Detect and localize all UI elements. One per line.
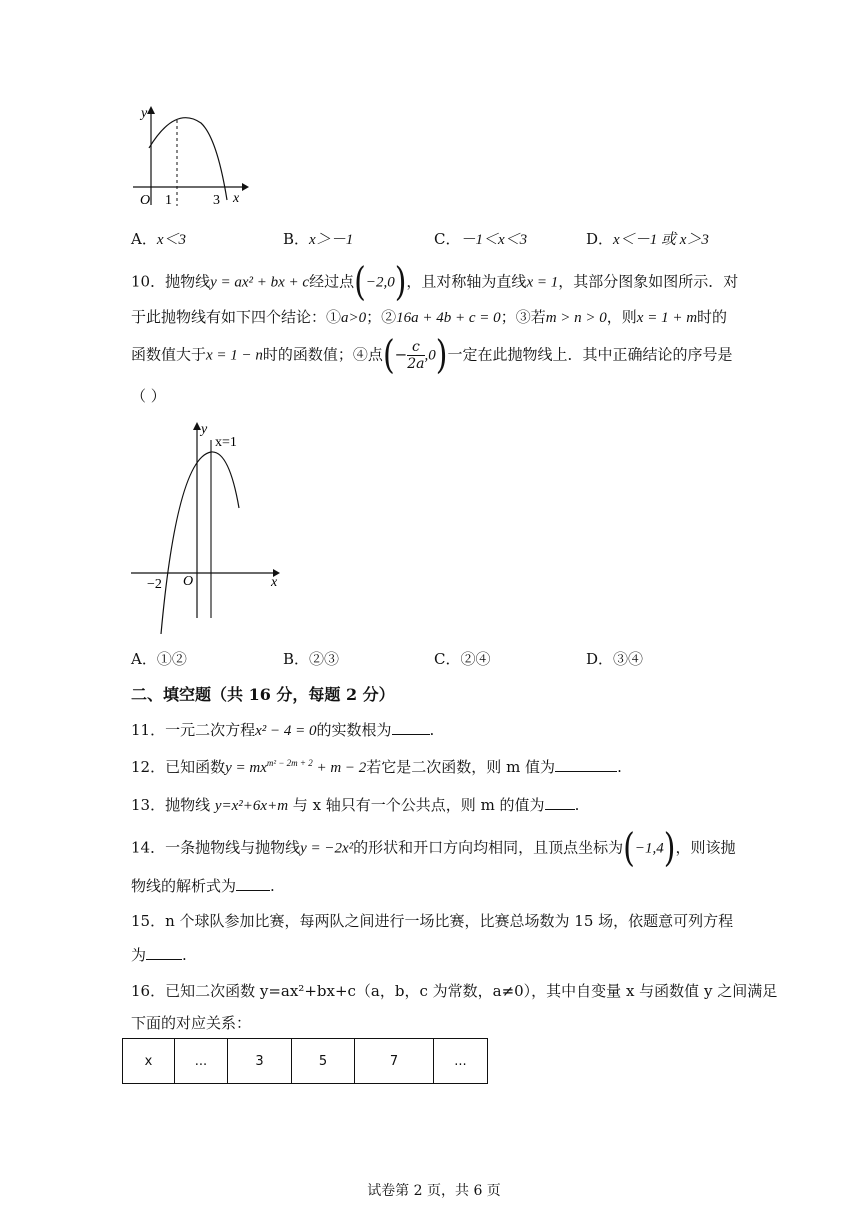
q15-period: .: [182, 946, 187, 964]
x-label: x: [271, 575, 278, 590]
y-label: y: [201, 422, 208, 437]
q9-option-b-label: B．: [283, 230, 310, 248]
q12-exponent: m² − 2m + 2: [266, 758, 313, 768]
q14-text: 物线的解析式为: [131, 877, 237, 895]
q10-text: ；③若: [500, 308, 546, 326]
q9-option-c: [434, 228, 527, 249]
fraction-numerator: c: [407, 339, 424, 356]
q16-line-1: 16．已知二次函数 y=ax²+bx+c（a，b，c 为常数，a≠0），其中自变量 x 与函数值 y 之间满足: [131, 982, 778, 1000]
q9-option-c-text: －1＜x＜3: [460, 232, 528, 248]
q10-math: x = 1 − n: [206, 347, 263, 364]
parabola-figure-1: [125, 100, 255, 215]
fraction-denominator: 2a: [407, 356, 425, 372]
q10-line-2: [131, 306, 727, 327]
q10-axis-eq: x = 1: [526, 274, 559, 291]
q16-line-2: 下面的对应关系：: [131, 1014, 252, 1032]
parabola-figure-2: [125, 418, 285, 640]
parabola-curve: [149, 118, 227, 200]
q10-math: 16a + 4b + c = 0: [396, 310, 501, 326]
q9-option-d-text: x＜－1 或 x＞3: [613, 232, 709, 248]
q10-minus: −: [394, 345, 408, 364]
table-cell: 3: [228, 1039, 292, 1084]
q13-period: .: [574, 796, 580, 814]
q10-line-1: 10．抛物线y = ax² + bx + c经过点(−2,0)，且对称轴为直线x = 1，其部分图象如图所示．对: [131, 259, 739, 306]
q14-equation: y = −2x²: [300, 840, 354, 857]
q10-text: ，其部分图象如图所示．对: [558, 272, 739, 291]
q14-text: 的形状和开口方向均相同，且顶点坐标为: [353, 838, 624, 857]
value-table: [122, 1038, 488, 1084]
q10-option-c: [434, 648, 491, 669]
x-axis-arrow: [242, 183, 249, 191]
table-row: [123, 1039, 488, 1084]
q13: [131, 794, 579, 815]
parabola-curve: [161, 452, 239, 634]
q10-option-a-text: ①②: [156, 650, 187, 668]
q9-option-b-text: x＞－1: [309, 232, 354, 248]
tick-3-label: 3: [213, 193, 220, 208]
tick-minus2-label: −2: [147, 577, 162, 592]
q12-equation: y = mx: [225, 760, 267, 776]
origin-label: O: [140, 193, 151, 208]
q10-text: 经过点: [309, 272, 355, 291]
q10-text: 10．抛物线: [131, 272, 211, 291]
q11-equation: x² − 4 = 0: [255, 723, 317, 739]
q9-option-a-text: x＜3: [156, 232, 187, 248]
q9-option-d-label: D．: [586, 230, 614, 248]
answer-blank[interactable]: [392, 720, 430, 735]
answer-blank[interactable]: [555, 757, 617, 772]
q10-option-d-text: ③④: [613, 650, 644, 668]
answer-blank[interactable]: [545, 795, 575, 810]
q14-period: .: [270, 877, 275, 895]
q14-line-2: [131, 875, 275, 896]
q10-equation: y = ax² + bx + c: [210, 274, 310, 291]
q15-line-1: 15．n 个球队参加比赛，每两队之间进行一场比赛，比赛总场数为 15 场，依题意可列方程: [131, 912, 734, 930]
q10-option-b-label: B．: [283, 650, 310, 668]
q10-option-c-label: C．: [434, 650, 461, 668]
table-cell: 7: [355, 1039, 434, 1084]
q10-option-a-label: A．: [131, 650, 157, 668]
q10-line-3: 函数值大于x = 1 − n时的函数值；④点(− $\frac{c}{2a}$ ,0)一定在此抛物线上．其中正确结论的序号是: [131, 332, 733, 379]
q10-fraction: [407, 339, 424, 372]
q10-text: 时的: [697, 308, 728, 326]
q10-option-b-text: ②③: [309, 650, 340, 668]
q10-text: 函数值大于: [131, 345, 207, 364]
y-axis-arrow: [147, 106, 155, 114]
q10-math: m > n > 0: [545, 310, 607, 326]
q10-text: 一定在此抛物线上．其中正确结论的序号是: [447, 345, 733, 364]
q15-text: 为: [131, 946, 147, 964]
q10-answer-paren: （ ）: [131, 387, 166, 405]
q9-option-b: [283, 228, 353, 249]
q9-option-c-label: C．: [434, 230, 461, 248]
q9-option-a-label: A．: [131, 230, 157, 248]
q10-text: 时的函数值；④点: [262, 345, 383, 364]
table-cell: ...: [434, 1039, 488, 1084]
q9-option-d: [586, 228, 709, 249]
answer-blank[interactable]: [236, 876, 270, 891]
q12: [131, 756, 622, 777]
q10-option-d: [586, 648, 643, 669]
table-cell: 5: [292, 1039, 355, 1084]
q10-math: x = 1 + m: [636, 310, 698, 326]
q12-period: .: [617, 758, 622, 776]
y-axis-arrow: [193, 422, 201, 430]
q9-option-a: [131, 228, 186, 249]
q10-text: 于此抛物线有如下四个结论：①: [131, 308, 342, 326]
q13-equation: y=x²+6x+m: [214, 798, 289, 814]
page-footer: 试卷第 2 页，共 6 页: [367, 1183, 501, 1199]
q11-period: .: [429, 721, 435, 739]
q12-equation-rest: + m − 2: [312, 760, 367, 776]
table-cell: ...: [175, 1039, 228, 1084]
q11-text: 11．一元二次方程: [131, 721, 256, 739]
q11: [131, 719, 434, 740]
q13-text: 与 x 轴只有一个公共点，则 m 的值为: [288, 796, 545, 814]
q10-option-c-text: ②④: [460, 650, 491, 668]
q13-text: 13．抛物线: [131, 796, 215, 814]
tick-1-label: 1: [165, 193, 172, 208]
table-cell: x: [123, 1039, 175, 1084]
q12-text: 若它是二次函数，则 m 值为: [366, 758, 556, 776]
axis-label: x=1: [215, 435, 237, 450]
q10-option-d-label: D．: [586, 650, 614, 668]
q10-option-a: [131, 648, 187, 669]
q10-text: ；②: [366, 308, 397, 326]
q14-line-1: 14．一条抛物线与抛物线y = −2x²的形状和开口方向均相同，且顶点坐标为(−1,4)，则该抛: [131, 825, 736, 872]
answer-blank[interactable]: [146, 945, 182, 960]
section-heading: 二、填空题（共 16 分，每题 2 分）: [131, 685, 395, 704]
q10-math: ,0: [424, 347, 436, 364]
origin-label: O: [183, 574, 194, 589]
y-label: y: [141, 106, 148, 121]
q14-text: 14．一条抛物线与抛物线: [131, 838, 301, 857]
q10-point: −2,0: [365, 274, 395, 291]
q10-math: a>0: [341, 310, 367, 326]
x-label: x: [233, 191, 240, 206]
q15-line-2: [131, 944, 187, 965]
q11-text: 的实数根为: [316, 721, 392, 739]
q14-point: −1,4: [634, 840, 664, 857]
q10-option-b: [283, 648, 339, 669]
q10-text: ，则: [606, 308, 637, 326]
q14-text: ，则该抛: [675, 838, 736, 857]
q12-text: 12．已知函数: [131, 758, 226, 776]
q10-text: ，且对称轴为直线: [406, 272, 527, 291]
